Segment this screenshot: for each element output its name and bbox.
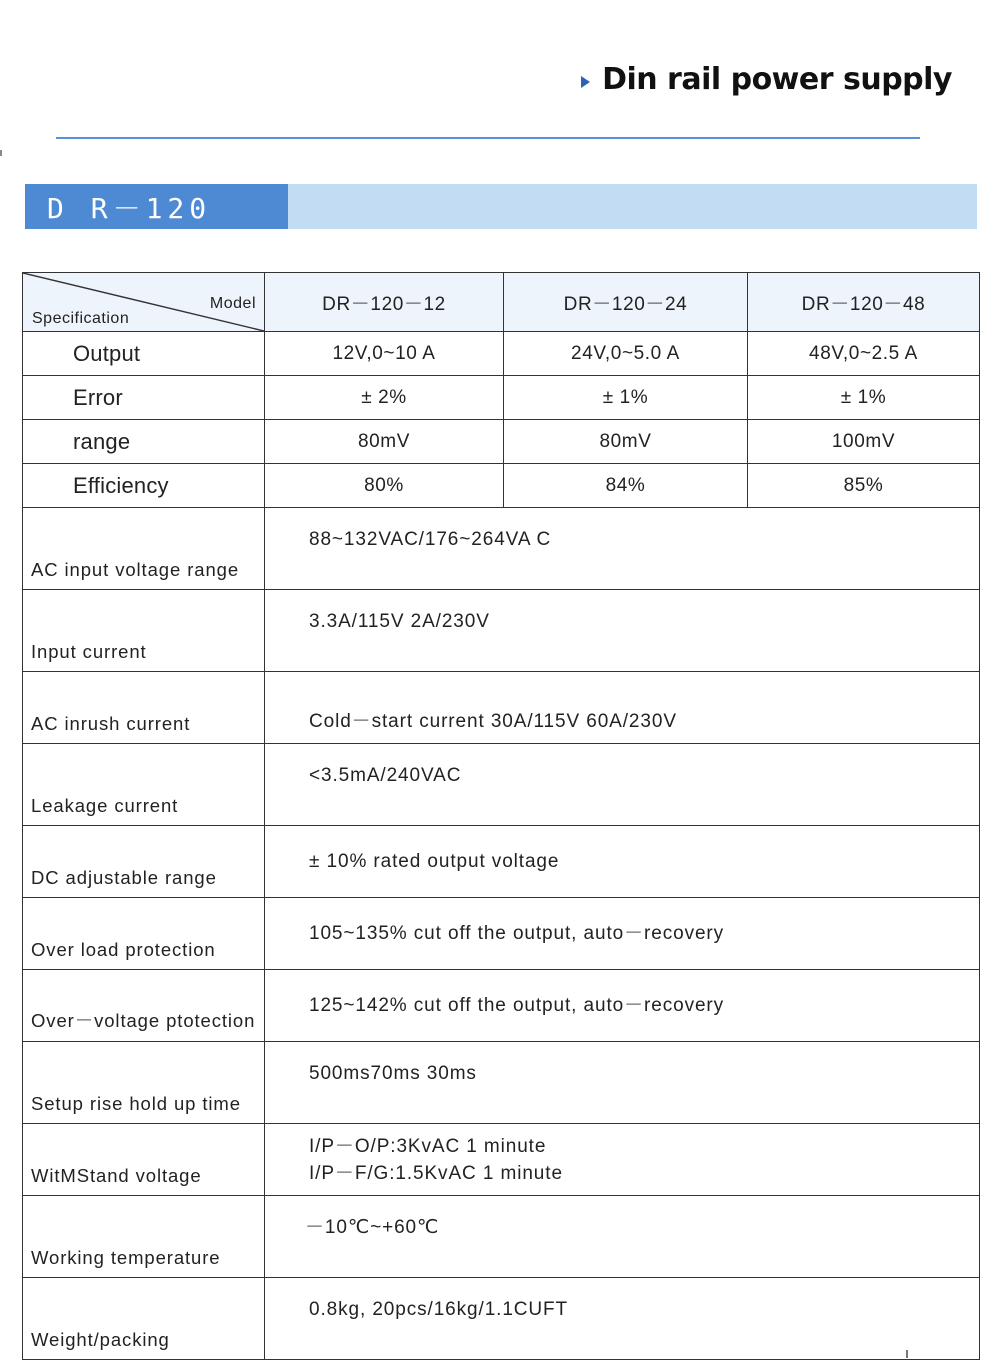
table-row-setup-time — [23, 1042, 980, 1124]
cell-value: I/P－O/P:3KvAC 1 minute I/P－F/G:1.5KvAC 1 minute — [265, 1124, 980, 1196]
spec-table — [22, 272, 980, 1360]
triangle-bullet-icon — [581, 76, 590, 88]
page-title-text: Din rail power supply — [602, 62, 952, 97]
cell-value: 84% — [504, 464, 748, 508]
cell-value: 125~142% cut off the output, auto－recovery — [265, 970, 980, 1042]
cell-value: ± 10% rated output voltage — [265, 826, 980, 898]
cell-value: <3.5mA/240VAC — [265, 744, 980, 826]
cell-value: ± 2% — [265, 376, 504, 420]
corner-header-cell — [23, 273, 265, 332]
cell-value: 100mV — [748, 420, 980, 464]
cell-value: ± 1% — [748, 376, 980, 420]
model-banner — [25, 184, 977, 229]
corner-mark — [906, 1350, 908, 1358]
row-label: Input current — [23, 590, 265, 672]
row-label: Working temperature — [23, 1196, 265, 1278]
row-label: Weight/packing — [23, 1278, 265, 1360]
cell-value: 105~135% cut off the output, auto－recovery — [265, 898, 980, 970]
table-row-withstand — [23, 1124, 980, 1196]
model-header-2: DR－120－24 — [504, 273, 748, 332]
row-label: range — [23, 420, 265, 464]
table-row-input-current — [23, 590, 980, 672]
cell-value: Cold－start current 30A/115V 60A/230V — [265, 672, 980, 744]
cell-value: 85% — [748, 464, 980, 508]
cell-value: 80mV — [504, 420, 748, 464]
cell-value: 88~132VAC/176~264VA C — [265, 508, 980, 590]
cell-value: 24V,0~5.0 A — [504, 332, 748, 376]
row-label: Error — [23, 376, 265, 420]
row-label: Setup rise hold up time — [23, 1042, 265, 1124]
model-name: D R－120 — [25, 184, 288, 229]
cell-value: 48V,0~2.5 A — [748, 332, 980, 376]
table-header-row — [23, 273, 980, 332]
table-row-output — [23, 332, 980, 376]
cell-value: －10℃~+60℃ — [265, 1196, 980, 1278]
edge-mark — [0, 150, 2, 156]
cell-value: 80mV — [265, 420, 504, 464]
row-label: Leakage current — [23, 744, 265, 826]
cell-value: 500ms70ms 30ms — [265, 1042, 980, 1124]
table-row-range — [23, 420, 980, 464]
table-row-weight — [23, 1278, 980, 1360]
table-row-overvoltage — [23, 970, 980, 1042]
header-divider — [56, 137, 920, 139]
table-row-temperature — [23, 1196, 980, 1278]
row-label: Output — [23, 332, 265, 376]
row-label: Over load protection — [23, 898, 265, 970]
model-header-3: DR－120－48 — [748, 273, 980, 332]
cell-value: 80% — [265, 464, 504, 508]
table-row-leakage — [23, 744, 980, 826]
table-row-overload — [23, 898, 980, 970]
page-title — [581, 62, 952, 97]
row-label: DC adjustable range — [23, 826, 265, 898]
corner-spec-label: Specification — [32, 310, 130, 327]
corner-model-label: Model — [209, 295, 256, 312]
row-label: Over－voltage ptotection — [23, 970, 265, 1042]
table-row-efficiency — [23, 464, 980, 508]
table-row-dc-adjust — [23, 826, 980, 898]
cell-value: 12V,0~10 A — [265, 332, 504, 376]
table-row-error — [23, 376, 980, 420]
cell-value: 0.8kg, 20pcs/16kg/1.1CUFT — [265, 1278, 980, 1360]
table-row-ac-input — [23, 508, 980, 590]
row-label: AC inrush current — [23, 672, 265, 744]
row-label: Efficiency — [23, 464, 265, 508]
cell-value: 3.3A/115V 2A/230V — [265, 590, 980, 672]
cell-value: ± 1% — [504, 376, 748, 420]
row-label: AC input voltage range — [23, 508, 265, 590]
model-header-1: DR－120－12 — [265, 273, 504, 332]
table-row-inrush — [23, 672, 980, 744]
row-label: WitMStand voltage — [23, 1124, 265, 1196]
